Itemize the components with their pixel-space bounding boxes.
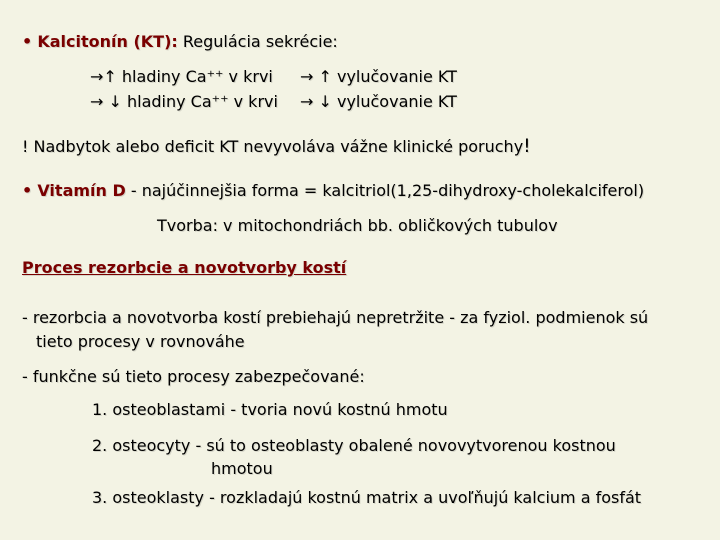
kt-subtitle: Regulácia sekrécie:	[182, 32, 338, 51]
kt-line-1-left: →↑ hladiny Ca⁺⁺ v krvi	[90, 67, 273, 86]
bone-heading: Proces rezorbcie a novotvorby kostí	[22, 258, 347, 277]
kt-note	[22, 136, 531, 157]
kt-note-text: Nadbytok alebo deficit KT nevyvoláva vážne klinické poruchy	[33, 137, 524, 156]
vitd-bullet: •	[22, 181, 33, 200]
vitd-title: Vitamín D	[37, 181, 126, 200]
kt-note-suffix: !	[523, 135, 531, 157]
kt-line-2-right: → ↓ vylučovanie KT	[300, 92, 457, 111]
bone-paragraph-1-line-2: tieto procesy v rovnováhe	[36, 332, 245, 351]
kt-bullet: •	[22, 32, 33, 51]
list-item-osteoblasts: 1. osteoblastami - tvoria novú kostnú hmotu	[92, 400, 448, 419]
kt-line-2-left: → ↓ hladiny Ca⁺⁺ v krvi	[90, 92, 278, 111]
vitd-formation: Tvorba: v mitochondriách bb. obličkových tubulov	[157, 216, 558, 235]
list-item-osteocytes-continuation: hmotou	[211, 459, 273, 478]
bone-paragraph-1-line-1: - rezorbcia a novotvorba kostí prebiehajú nepretržite - za fyziol. podmienok sú	[22, 308, 649, 327]
vitd-heading	[22, 181, 644, 201]
kt-line-1-right: → ↑ vylučovanie KT	[300, 67, 457, 86]
kt-heading	[22, 32, 338, 52]
kt-title: Kalcitonín (KT):	[37, 32, 178, 51]
list-item-osteocytes: 2. osteocyty - sú to osteoblasty obalené novovytvorenou kostnou	[92, 436, 616, 455]
vitd-desc: - najúčinnejšia forma = kalcitriol(1,25-dihydroxy-cholekalciferol)	[130, 181, 645, 200]
bone-paragraph-2: - funkčne sú tieto procesy zabezpečované:	[22, 367, 365, 386]
kt-note-prefix: !	[22, 137, 29, 156]
list-item-osteoclasts: 3. osteoklasty - rozkladajú kostnú matrix a uvoľňujú kalcium a fosfát	[92, 488, 642, 507]
